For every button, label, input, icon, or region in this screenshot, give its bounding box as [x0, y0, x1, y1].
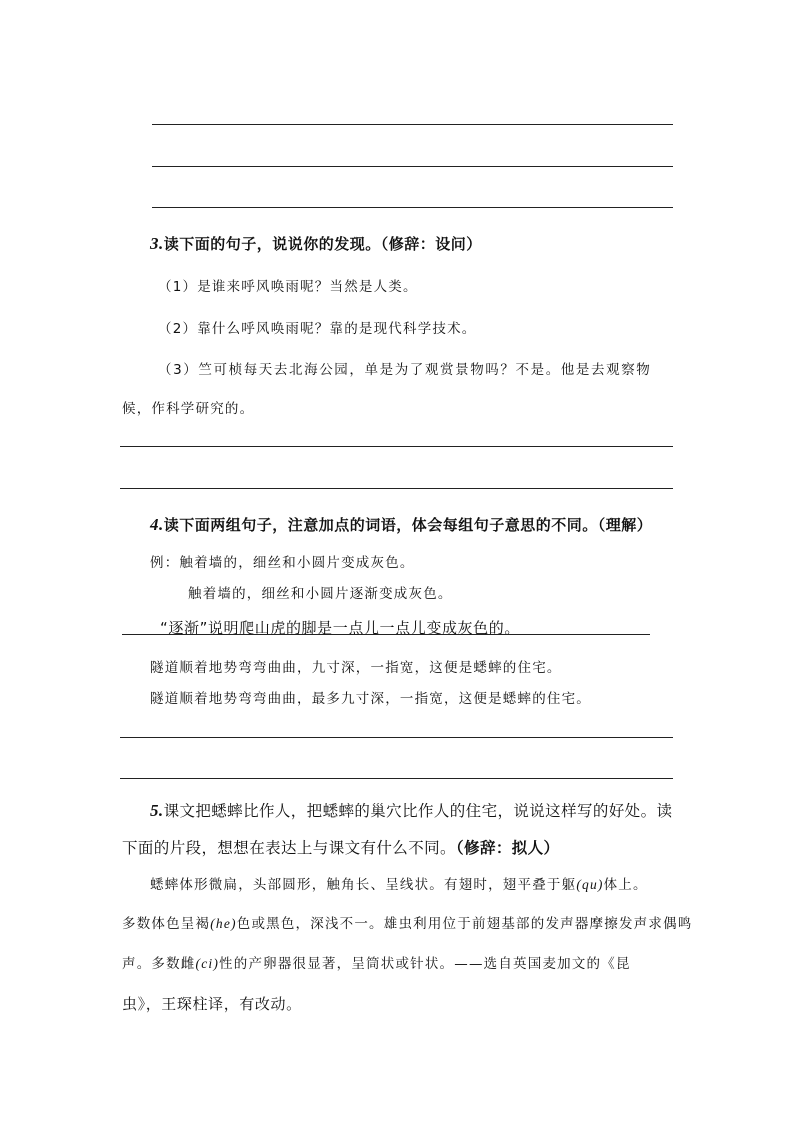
question-5-line-2-text: 下面的片段，想想在表达上与课文有什么不同。	[122, 839, 456, 857]
passage-line-2-a: 多数体色呈褐	[122, 916, 211, 932]
passage-line-3-c: 性的产卵器很显著，呈筒状或针状。——选自英国麦加文的《昆	[219, 956, 631, 972]
passage-line-2-c: 色或黑色，深浅不一。雄虫利用位于前翅基部的发声器摩擦发声求偶鸣	[236, 916, 693, 932]
passage-line-1-c: 体上。	[603, 877, 648, 893]
question-4-pair-a: 隧道顺着地势弯弯曲曲，九寸深，一指宽，这便是蟋蟀的住宅。	[150, 660, 562, 676]
question-4-number: 4.	[150, 515, 164, 534]
answer-line-3[interactable]	[152, 207, 673, 208]
question-5-line-1	[150, 799, 672, 821]
answer-line-1[interactable]	[152, 124, 673, 125]
answer-line-4[interactable]	[120, 446, 673, 447]
question-3-sentence-2: （2）靠什么呼风唤雨呢？靠的是现代科学技术。	[158, 321, 477, 337]
question-4-pair-b: 隧道顺着地势弯弯曲曲，最多九寸深，一指宽，这便是蟋蟀的住宅。	[150, 691, 591, 707]
answer-line-2[interactable]	[152, 166, 673, 167]
question-4-example-a: 例：触着墙的，细丝和小圆片变成灰色。	[150, 555, 415, 571]
question-3-sentence-3-cont: 候，作科学研究的。	[122, 401, 255, 417]
question-3-title-text: 读下面的句子，说说你的发现。（修辞：设问）	[163, 235, 482, 253]
passage-line-4: 虫》，王琛柱译，有改动。	[122, 995, 302, 1013]
passage-line-3-a: 声。多数雌	[122, 956, 196, 972]
question-3-sentence-3: （3）竺可桢每天去北海公园，单是为了观赏景物吗？不是。他是去观察物	[158, 362, 652, 378]
question-4-answer[interactable]: “逐渐”说明爬山虎的脚是一点儿一点儿变成灰色的。	[160, 619, 520, 637]
pinyin-he: (he)	[210, 916, 237, 931]
pinyin-qu: (qu)	[576, 877, 604, 892]
answer-line-5[interactable]	[120, 488, 673, 489]
question-5-number: 5.	[150, 801, 164, 820]
question-3-number: 3.	[150, 234, 164, 253]
question-3-title	[150, 233, 482, 254]
question-4-example-b: 触着墙的，细丝和小圆片逐渐变成灰色。	[188, 586, 453, 602]
passage-line-1	[150, 873, 648, 893]
question-4-title	[150, 514, 652, 535]
answer-line-6[interactable]	[120, 737, 673, 738]
question-5-line-2	[122, 836, 559, 858]
answer-underline	[122, 634, 650, 635]
passage-line-2	[122, 912, 692, 932]
passage-line-1-a: 蟋蟀体形微扁，头部圆形，触角长、呈线状。有翅时，翅平叠于躯	[150, 877, 577, 893]
passage-line-3	[122, 952, 631, 972]
question-5-line-1-text: 课文把蟋蟀比作人，把蟋蟀的巢穴比作人的住宅，说说这样写的好处。读	[163, 802, 673, 820]
question-3-sentence-1: （1）是谁来呼风唤雨呢？当然是人类。	[158, 279, 418, 295]
pinyin-ci: (ci)	[195, 956, 220, 971]
question-4-title-text: 读下面两组句子，注意加点的词语，体会每组句子意思的不同。（理解）	[163, 516, 653, 534]
answer-line-7[interactable]	[120, 778, 673, 779]
question-5-tag: （修辞：拟人）	[455, 839, 560, 857]
